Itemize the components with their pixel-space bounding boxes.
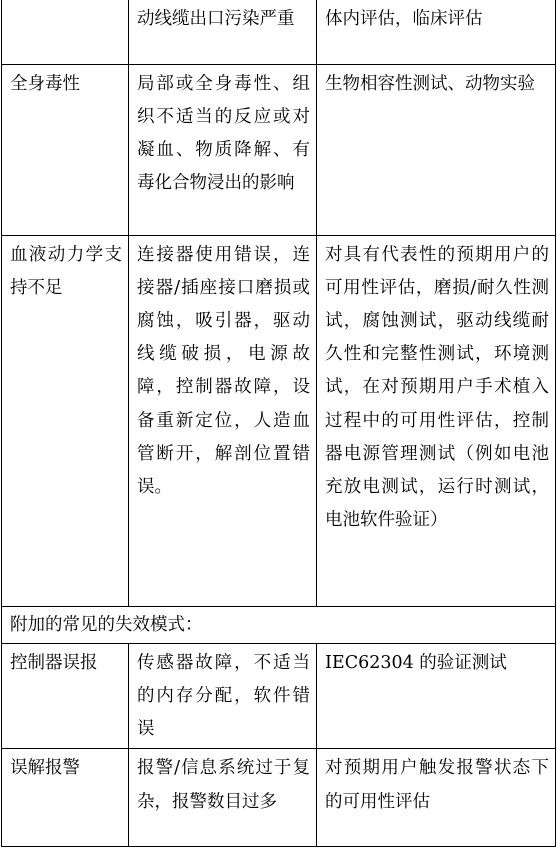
cell-hazard: 控制器误报: [2, 643, 129, 749]
section-heading: 附加的常见的失效模式：: [2, 606, 556, 643]
cell-hazard: 误解报警: [2, 749, 129, 847]
cell-hazard: [2, 0, 129, 64]
risk-table: [1, 0, 556, 847]
section-row: [2, 606, 556, 643]
cell-cause: 传感器故障，不适当的内存分配，软件错误: [129, 643, 317, 749]
cell-cause: 局部或全身毒性、组织不适当的反应或对凝血、物质降解、有毒化合物浸出的影响: [129, 64, 317, 235]
table-row: [2, 0, 556, 64]
cell-cause: 动线缆出口污染严重: [129, 0, 317, 64]
cell-cause: 连接器使用错误，连接器/插座接口磨损或腐蚀，吸引器，驱动线缆破损，电源故障，控制器故障，设备重新定位，人造血管断开，解剖位置错误。: [129, 235, 317, 606]
table-row: [2, 64, 556, 235]
cell-verification: 对预期用户触发报警状态下的可用性评估: [317, 749, 556, 847]
cell-hazard: 全身毒性: [2, 64, 129, 235]
table-row: [2, 643, 556, 749]
table-row: [2, 749, 556, 847]
cell-cause: 报警/信息系统过于复杂，报警数目过多: [129, 749, 317, 847]
table-row: [2, 235, 556, 606]
cell-verification: 体内评估，临床评估: [317, 0, 556, 64]
cell-verification: 生物相容性测试、动物实验: [317, 64, 556, 235]
cell-hazard: 血液动力学支持不足: [2, 235, 129, 606]
cell-verification: IEC62304 的验证测试: [317, 643, 556, 749]
cell-verification: 对具有代表性的预期用户的可用性评估，磨损/耐久性测试，腐蚀测试，驱动线缆耐久性和完整性测试，环境测试，在对预期用户手术植入过程中的可用性评估，控制器电源管理测试（例如电池充放电测试，运行时测试，电池软件验证）: [317, 235, 556, 606]
